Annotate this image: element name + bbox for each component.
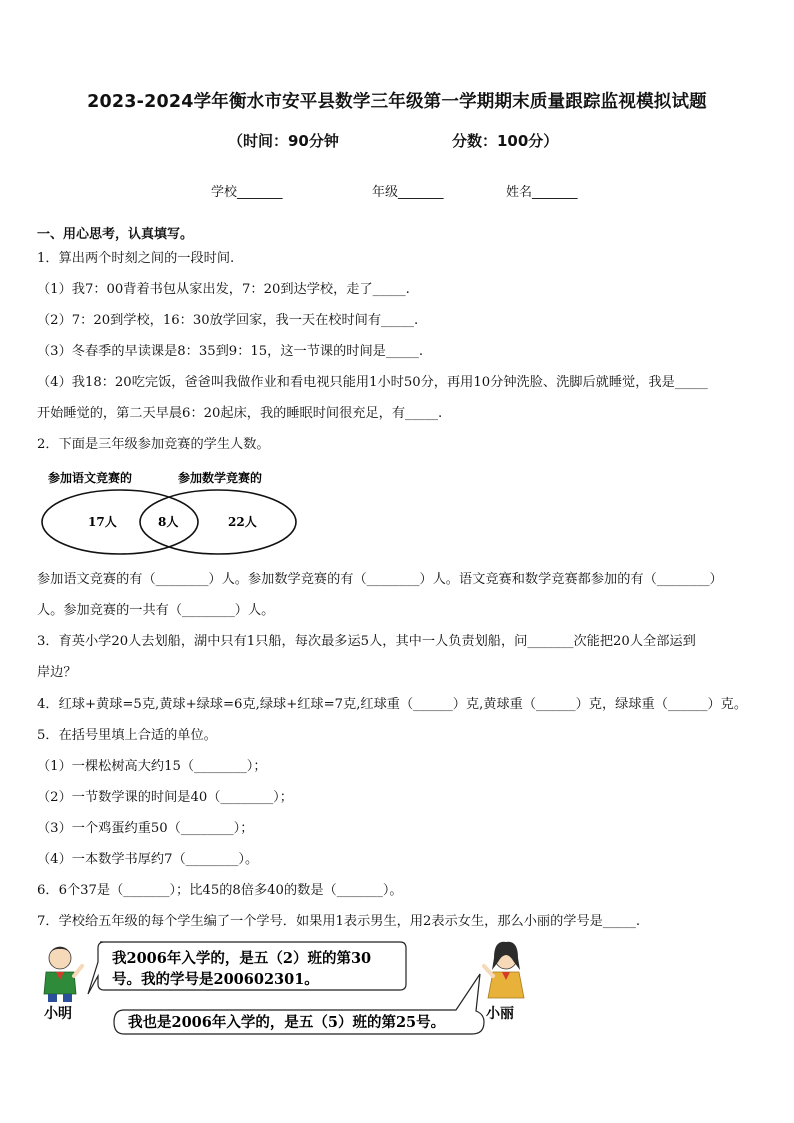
boy-name: 小明 <box>44 1006 72 1022</box>
bubble2-text: 我也是2006年入学的，是五（5）班的第25号。 <box>128 1014 446 1031</box>
q7-stem: 7．学校给五年级的每个学生编了一个学号．如果用1表示男生，用2表示女生，那么小丽的学号是_____. <box>37 914 641 929</box>
girl-name: 小丽 <box>486 1006 514 1022</box>
q5-part4: （4）一本数学书厚约7（________）。 <box>37 852 259 867</box>
venn-right-only: 22人 <box>228 515 257 529</box>
q2-stem: 2．下面是三年级参加竞赛的学生人数。 <box>37 437 270 452</box>
q5-part3: （3）一个鸡蛋约重50（________）； <box>37 821 254 836</box>
q2-line2: 人。参加竞赛的一共有（________）人。 <box>37 603 275 618</box>
school-field: 学校_______ <box>211 185 283 200</box>
section-heading: 一、用心思考，认真填写。 <box>37 227 194 242</box>
q1-part4-line2: 开始睡觉的，第二天早晨6：20起床，我的睡眠时间很充足，有_____. <box>37 406 443 421</box>
bubble1-line1: 我2006年入学的，是五（2）班的第30 <box>112 950 372 967</box>
q5-part1: （1）一棵松树高大约15（________）； <box>37 759 267 774</box>
q1-part1: （1）我7：00背着书包从家出发，7：20到达学校，走了_____. <box>37 282 410 297</box>
boy-figure-icon <box>44 947 82 1002</box>
q6-line: 6．6个37是（_______）；比45的8倍多40的数是（_______）。 <box>37 883 403 898</box>
q3-line2: 岸边？ <box>37 665 77 680</box>
q7-illustration <box>36 936 536 1046</box>
exam-score: 分数：100分） <box>452 132 559 150</box>
q5-stem: 5．在括号里填上合适的单位。 <box>37 728 217 743</box>
q3-line1: 3．育英小学20人去划船，湖中只有1只船，每次最多运5人，其中一人负责划船，问_______次能把20人全部运到 <box>37 634 696 649</box>
girl-figure-icon <box>484 942 524 998</box>
q1-part3: （3）冬春季的早读课是8：35到9：15，这一节课的时间是_____. <box>37 344 424 359</box>
venn-both: 8人 <box>158 515 179 529</box>
q1-stem: 1．算出两个时刻之间的一段时间. <box>37 251 235 266</box>
venn-left-label: 参加语文竞赛的 <box>48 471 133 485</box>
q2-line1: 参加语文竞赛的有（________）人。参加数学竞赛的有（________）人。语文竞赛和数学竞赛都参加的有（________） <box>37 572 723 587</box>
q1-part4-line1: （4）我18：20吃完饭，爸爸叫我做作业和看电视只能用1小时50分，再用10分钟洗脸、洗脚后就睡觉，我是_____ <box>37 375 708 390</box>
exam-time: （时间：90分钟 <box>228 132 339 150</box>
page-title: 2023-2024学年衡水市安平县数学三年级第一学期期末质量跟踪监视模拟试题 <box>87 92 707 112</box>
name-field: 姓名_______ <box>506 185 578 200</box>
q5-part2: （2）一节数学课的时间是40（________）； <box>37 790 293 805</box>
bubble1-line2: 号。我的学号是200602301。 <box>112 971 319 988</box>
q1-part2: （2）7：20到学校，16：30放学回家，我一天在校时间有_____. <box>37 313 419 328</box>
venn-diagram <box>38 466 304 558</box>
venn-right-label: 参加数学竞赛的 <box>178 471 263 485</box>
venn-left-only: 17人 <box>88 515 117 529</box>
q4-line: 4．红球+黄球=5克,黄球+绿球=6克,绿球+红球=7克,红球重（______）克,黄球重（______）克，绿球重（______）克。 <box>37 697 748 712</box>
grade-field: 年级_______ <box>372 185 444 200</box>
